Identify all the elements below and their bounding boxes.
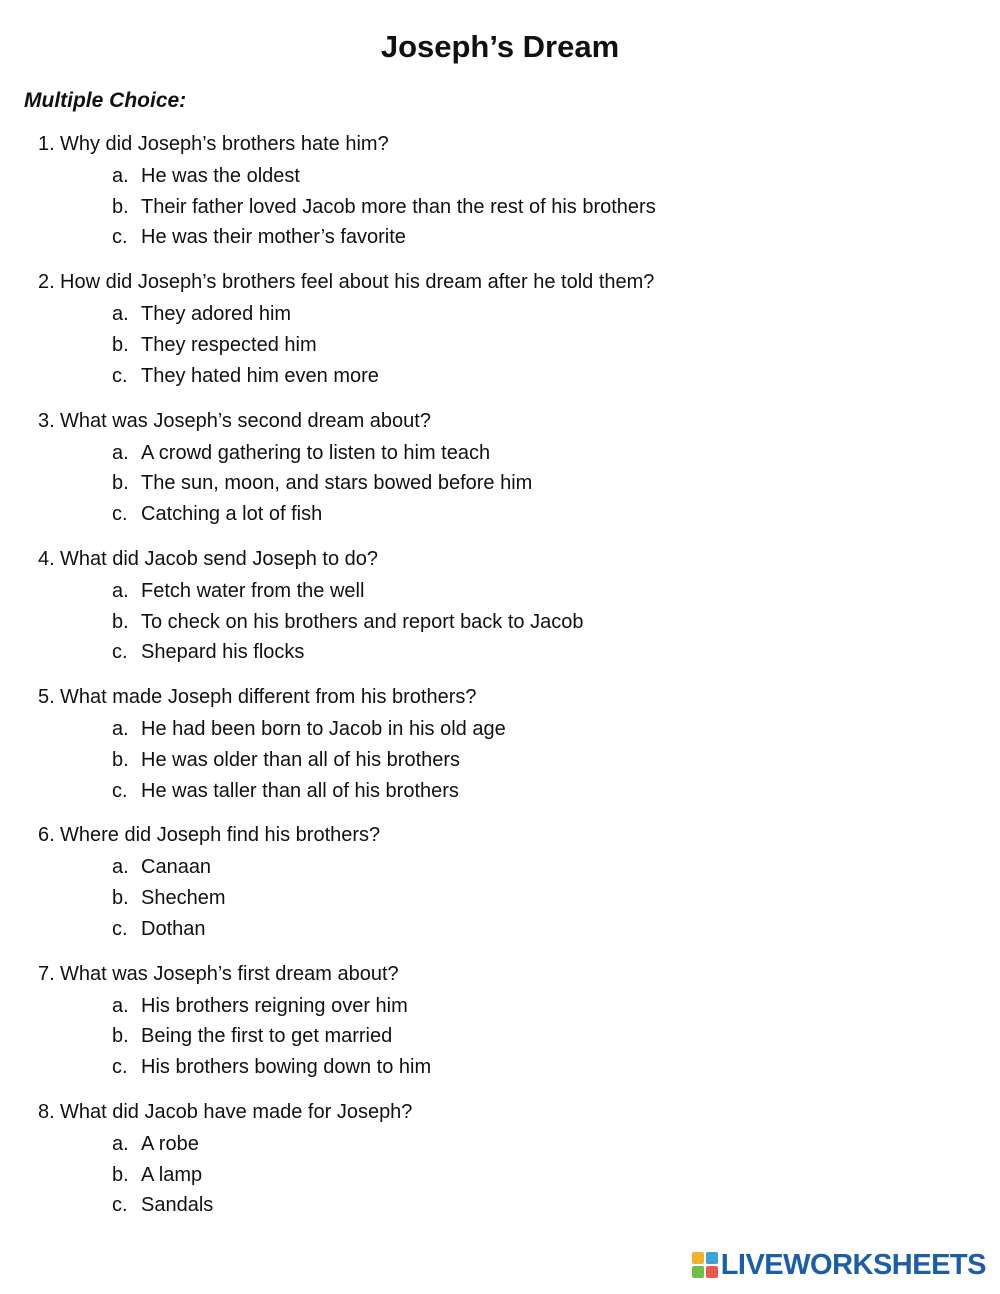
question-text: What made Joseph different from his brothers? <box>60 686 477 709</box>
option-text: A crowd gathering to listen to him teach <box>141 441 491 464</box>
option-letter: a. <box>112 1133 129 1156</box>
option-text: A lamp <box>141 1163 203 1186</box>
question-1 <box>38 130 978 268</box>
question-text-line <box>38 407 978 435</box>
question-text: What was Joseph’s first dream about? <box>60 962 399 985</box>
option-text: Shechem <box>141 887 226 910</box>
option-letter: b. <box>112 887 129 910</box>
option-letter: a. <box>112 856 129 879</box>
option-text: Sandals <box>141 1194 214 1217</box>
question-text-line <box>38 960 978 988</box>
option-letter: c. <box>112 502 128 525</box>
option-letter: a. <box>112 165 129 187</box>
option-letter: b. <box>112 472 129 495</box>
question-number: 3. <box>38 409 55 432</box>
option-letter: c. <box>112 364 128 387</box>
question-text-line <box>38 268 978 296</box>
answer-option[interactable] <box>112 161 978 192</box>
question-text-line <box>38 1098 978 1126</box>
option-text: Dothan <box>141 917 206 940</box>
answer-options <box>112 161 978 253</box>
question-7 <box>38 960 978 1098</box>
option-text: He was the oldest <box>141 165 300 187</box>
option-text: Being the first to get married <box>141 1025 393 1048</box>
answer-options <box>112 299 978 391</box>
option-letter: c. <box>112 1194 128 1217</box>
question-text-line <box>38 683 978 711</box>
answer-option[interactable] <box>112 991 978 1022</box>
answer-option[interactable] <box>112 607 978 638</box>
option-text: He was taller than all of his brothers <box>141 779 459 802</box>
answer-option[interactable] <box>112 1190 978 1221</box>
question-number: 6. <box>38 824 55 847</box>
answer-option[interactable] <box>112 1021 978 1052</box>
answer-option[interactable] <box>112 714 978 745</box>
liveworksheets-logo-icon <box>692 1252 718 1278</box>
logo-tile <box>692 1266 704 1278</box>
question-number: 8. <box>38 1101 55 1124</box>
option-letter: b. <box>112 195 129 218</box>
answer-option[interactable] <box>112 222 978 253</box>
answer-options <box>112 1129 978 1221</box>
answer-option[interactable] <box>112 1052 978 1083</box>
logo-tile <box>706 1266 718 1278</box>
option-letter: a. <box>112 303 129 326</box>
option-text: They adored him <box>141 303 292 326</box>
option-letter: b. <box>112 333 129 356</box>
answer-option[interactable] <box>112 1129 978 1160</box>
question-text-line <box>38 821 978 849</box>
answer-option[interactable] <box>112 576 978 607</box>
question-text: What did Jacob have made for Joseph? <box>60 1101 413 1124</box>
answer-option[interactable] <box>112 438 978 469</box>
option-letter: c. <box>112 917 128 940</box>
question-text-line <box>38 545 978 573</box>
option-text: Their father loved Jacob more than the rest of his brothers <box>141 195 656 218</box>
question-text: Where did Joseph find his brothers? <box>60 824 381 847</box>
question-number: 1. <box>38 133 55 155</box>
option-text: Canaan <box>141 856 212 879</box>
question-text: What was Joseph’s second dream about? <box>60 409 431 432</box>
question-text: What did Jacob send Joseph to do? <box>60 547 378 570</box>
option-text: They respected him <box>141 333 317 356</box>
option-letter: b. <box>112 1163 129 1186</box>
answer-options <box>112 852 978 944</box>
question-2 <box>38 268 978 406</box>
option-text: Catching a lot of fish <box>141 502 323 525</box>
logo-tile <box>706 1252 718 1264</box>
option-text: His brothers bowing down to him <box>141 1056 432 1079</box>
answer-options <box>112 576 978 668</box>
question-text: Why did Joseph’s brothers hate him? <box>60 133 389 155</box>
answer-option[interactable] <box>112 330 978 361</box>
option-letter: c. <box>112 1056 128 1079</box>
option-letter: b. <box>112 1025 129 1048</box>
option-letter: b. <box>112 748 129 771</box>
option-letter: a. <box>112 994 129 1017</box>
answer-option[interactable] <box>112 637 978 668</box>
option-text: The sun, moon, and stars bowed before him <box>141 472 533 495</box>
answer-option[interactable] <box>112 299 978 330</box>
question-list <box>38 130 978 1236</box>
option-letter: a. <box>112 441 129 464</box>
option-letter: a. <box>112 579 129 602</box>
answer-option[interactable] <box>112 883 978 914</box>
question-text-line <box>38 130 978 158</box>
answer-options <box>112 438 978 530</box>
logo-tile <box>692 1252 704 1264</box>
option-letter: c. <box>112 226 128 249</box>
answer-option[interactable] <box>112 468 978 499</box>
question-number: 2. <box>38 271 55 294</box>
option-text: A robe <box>141 1133 199 1156</box>
option-letter: c. <box>112 779 128 802</box>
option-letter: a. <box>112 718 129 741</box>
option-text: To check on his brothers and report back to Jacob <box>141 610 584 633</box>
brand-watermark <box>692 1250 986 1280</box>
question-6 <box>38 821 978 959</box>
option-text: He was older than all of his brothers <box>141 748 461 771</box>
question-text: How did Joseph’s brothers feel about his dream after he told them? <box>60 271 655 294</box>
question-number: 7. <box>38 962 55 985</box>
option-text: He had been born to Jacob in his old age <box>141 718 506 741</box>
page-title: Joseph’s Dream <box>380 29 620 64</box>
answer-option[interactable] <box>112 192 978 223</box>
option-letter: b. <box>112 610 129 633</box>
answer-option[interactable] <box>112 361 978 392</box>
answer-option[interactable] <box>112 1160 978 1191</box>
option-text: Shepard his flocks <box>141 641 305 664</box>
question-number: 4. <box>38 547 55 570</box>
question-number: 5. <box>38 686 55 709</box>
option-text: His brothers reigning over him <box>141 994 408 1017</box>
answer-option[interactable] <box>112 499 978 530</box>
option-text: He was their mother’s favorite <box>141 226 406 249</box>
question-8 <box>38 1098 978 1236</box>
answer-option[interactable] <box>112 914 978 945</box>
option-text: Fetch water from the well <box>141 579 365 602</box>
option-text: They hated him even more <box>141 364 379 387</box>
question-5 <box>38 683 978 821</box>
brand-name: LIVEWORKSHEETS <box>720 1249 986 1281</box>
answer-options <box>112 714 978 806</box>
section-heading: Multiple Choice: <box>24 89 187 112</box>
answer-options <box>112 991 978 1083</box>
question-3 <box>38 407 978 545</box>
answer-option[interactable] <box>112 745 978 776</box>
question-4 <box>38 545 978 683</box>
answer-option[interactable] <box>112 776 978 807</box>
answer-option[interactable] <box>112 852 978 883</box>
option-letter: c. <box>112 641 128 664</box>
